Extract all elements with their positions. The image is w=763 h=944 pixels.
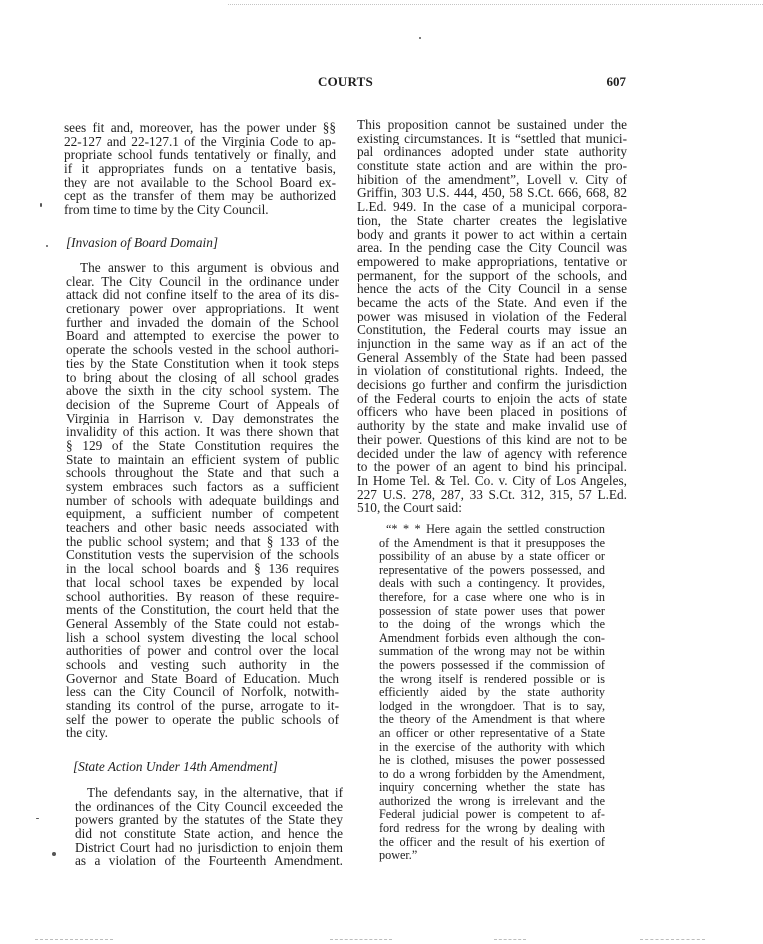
text-line: in violation of constitutional rights. Indeed, the: [357, 364, 627, 379]
text-line: the city.: [66, 726, 108, 741]
text-line: Amendment forbids even although the con-: [379, 631, 605, 645]
text-line: General Assembly of the State had been passed: [357, 350, 627, 365]
text-line: body and grants it power to act within a certain: [357, 227, 627, 242]
text-line: constitute state action and are within the pro-: [357, 159, 627, 173]
text-line: Federal judicial power is competent to af-: [379, 808, 605, 822]
text-line: efficiently aided by the state authority: [379, 686, 605, 700]
text-line: pal ordinances adopted under state authority: [357, 145, 627, 160]
text-line: Griffin, 303 U.S. 444, 450, 58 S.Ct. 666, 668, 82: [357, 186, 627, 201]
text-line: the ordinances of the City Council exceeded the: [75, 799, 343, 814]
text-line: operate the schools vested in the school authori-: [66, 343, 339, 357]
section-heading-invasion-of-board-domain: [Invasion of Board Domain]: [66, 235, 219, 250]
text-line: less can the City Council of Norfolk, notwith-: [66, 685, 339, 699]
text-line: Board and attempted to exercise the power to: [66, 329, 339, 344]
text-line: Governor and State Board of Education. Much: [66, 671, 339, 686]
text-line: in the exercise of the authority with which: [379, 740, 605, 754]
text-line: decided under the law of agency with reference: [357, 446, 627, 461]
text-line: to the power of an agent to bind his principal.: [357, 460, 627, 474]
text-line: lish a school system divesting the local school: [66, 630, 339, 645]
text-line: of the Federal courts to enjoin the acts of state: [357, 391, 627, 406]
text-line: summation of the wrong may not be within: [379, 645, 605, 659]
block-quotation: [379, 523, 605, 863]
state-action-paragraph: [75, 786, 343, 868]
text-line: authorized the wrong is irrelevant and the: [379, 794, 605, 808]
text-line: decisions go further and confirm the jurisdiction: [357, 378, 627, 392]
scan-edge-rule-bottom: [494, 939, 526, 940]
text-line: propriate school funds tentatively or finally, and: [64, 148, 336, 163]
text-line: to the doing of the wrongs which the: [379, 618, 605, 632]
running-head: [64, 74, 627, 90]
text-line: as a violation of the Fourteenth Amendment.: [75, 854, 343, 869]
text-line: permanent, for the support of the schools, and: [357, 268, 627, 283]
text-line: This proposition cannot be sustained under the: [357, 118, 627, 132]
text-line: 227 U.S. 278, 287, 33 S.Ct. 312, 315, 57 L.Ed.: [357, 487, 627, 502]
scan-speck: [419, 37, 421, 39]
text-line: Constitution vests the supervision of the schools: [66, 548, 339, 563]
scan-edge-rule-bottom: [35, 939, 113, 940]
text-line: the powers possessed if the commission of: [379, 658, 605, 672]
text-line: existing circumstances. It is “settled that munici-: [357, 131, 627, 146]
text-line: 510, the Court said:: [357, 501, 462, 515]
text-line: The answer to this argument is obvious and: [80, 261, 339, 275]
text-line: 22-127 and 22-127.1 of the Virginia Code to ap-: [64, 134, 336, 149]
scan-speck: [40, 203, 42, 207]
text-line: L.Ed. 949. In the case of a municipal corpora-: [357, 200, 627, 214]
scan-edge-rule-bottom: [330, 939, 392, 940]
text-line: of the Amendment is that it presupposes the: [379, 536, 605, 550]
text-line: ford redress for the wrong by dealing with: [379, 822, 605, 836]
text-line: equipment, a sufficient number of competent: [66, 507, 339, 522]
text-line: State to maintain an efficient system of public: [66, 452, 339, 467]
text-line: hence the acts of the City Council in a sense: [357, 282, 627, 296]
text-line: power was misused in violation of the Federal: [357, 309, 627, 324]
text-line: attack did not confine itself to the area of its dis-: [66, 288, 339, 303]
text-line: clear. The City Council in the ordinance under: [66, 274, 339, 289]
text-line: power.”: [379, 849, 418, 863]
text-line: further and invaded the domain of the School: [66, 315, 339, 330]
text-line: in the local school boards and § 136 requires: [66, 562, 339, 576]
text-line: schools and vesting such authority in the: [66, 657, 339, 672]
text-line: did not constitute State action, and hence the: [75, 827, 343, 841]
text-line: above the sixth in the city school system. The: [66, 384, 339, 398]
scan-speck: [36, 818, 39, 819]
text-line: became the acts of the State. And even if the: [357, 295, 627, 310]
text-line: schools throughout the State and that such a: [66, 466, 339, 480]
section-heading-state-action: [State Action Under 14th Amendment]: [73, 759, 278, 774]
scan-speck: [52, 852, 56, 856]
page-number: 607: [606, 74, 626, 89]
text-line: standing its control of the purse, arrogate to it-: [66, 699, 339, 713]
text-line: to do a wrong forbidden by the Amendment,: [379, 767, 605, 781]
scan-edge-rule-top: [228, 4, 763, 5]
text-line: cept as the transfer of them may be authorized: [64, 189, 336, 204]
text-line: § 129 of the State Constitution requires the: [66, 438, 339, 453]
text-line: school authorities. By reason of these require-: [66, 589, 339, 604]
running-title: COURTS: [318, 74, 373, 89]
text-line: an officer or other representative of a State: [379, 726, 605, 740]
text-line: ments of the Constitution, the court held that the: [66, 603, 339, 617]
text-line: Constitution, the Federal courts may issue an: [357, 323, 627, 337]
text-line: ties by the State Constitution when it took steps: [66, 356, 339, 371]
text-line: therefore, for a case where one who is in: [379, 590, 605, 604]
text-line: possibility of an abuse by a state officer or: [379, 550, 605, 564]
text-line: invalidity of this action. It was there shown that: [66, 425, 339, 439]
text-line: self the power to operate the public schools of: [66, 712, 339, 727]
scan-speck: [46, 245, 48, 247]
text-line: General Assembly of the State could not estab-: [66, 616, 339, 631]
text-line: if it appropriates funds on a tentative basis,: [64, 162, 336, 176]
text-line: hibition of the amendment”, Lovell v. City of: [357, 172, 627, 187]
text-line: that local school taxes be expended by local: [66, 575, 339, 590]
text-line: authority by the state and make invalid use of: [357, 419, 627, 433]
continued-paragraph: [64, 121, 336, 217]
text-line: empowered to make appropriations, tentative or: [357, 254, 627, 269]
text-line: Virginia in Harrison v. Day demonstrates the: [66, 411, 339, 426]
text-line: their power. Questions of this kind are not to be: [357, 432, 627, 447]
text-line: powers granted by the statutes of the State they: [75, 813, 343, 828]
text-line: the wrong itself is rendered possible or is: [379, 672, 605, 686]
text-line: from time to time by the City Council.: [64, 203, 269, 217]
text-line: In Home Tel. & Tel. Co. v. City of Los Angeles,: [357, 473, 627, 488]
text-line: the officer and the result of his exertion of: [379, 835, 605, 849]
text-line: injunction in the same way as if an act of the: [357, 337, 627, 351]
text-line: to bring about the closing of all school grades: [66, 370, 339, 385]
text-line: they are not available to the School Board ex-: [64, 175, 336, 190]
scan-edge-rule-bottom: [640, 939, 705, 940]
text-line: number of schools with adequate buildings and: [66, 493, 339, 508]
text-line: The defendants say, in the alternative, that if: [87, 786, 343, 800]
text-line: system embraces such factors as a sufficient: [66, 480, 339, 494]
text-line: the public school system; and that § 133 of the: [66, 534, 339, 549]
text-line: authorities of power and control over the local: [66, 644, 339, 658]
text-line: deals with such a contingency. It provides,: [379, 577, 605, 591]
text-line: the theory of the Amendment is that where: [379, 713, 605, 727]
text-line: tion, the State charter creates the legislative: [357, 213, 627, 228]
invasion-paragraph: [66, 261, 339, 740]
text-line: decision of the Supreme Court of Appeals of: [66, 397, 339, 412]
right-column-paragraph: [357, 118, 627, 515]
text-line: teachers and other basic needs associated with: [66, 521, 339, 535]
text-line: lodged in the wrongdoer. That is to say,: [379, 699, 605, 713]
text-line: “* * * Here again the settled construction: [386, 523, 605, 536]
text-line: area. In the pending case the City Council was: [357, 241, 627, 255]
text-line: cretionary power over appropriations. It went: [66, 302, 339, 316]
text-line: inquiry concerning whether the state has: [379, 781, 605, 795]
text-line: District Court had no jurisdiction to enjoin them: [75, 840, 343, 855]
text-line: officers who have been placed in positions of: [357, 405, 627, 420]
text-line: he is clothed, misuses the power possessed: [379, 754, 605, 768]
text-line: sees fit and, moreover, has the power under §§: [64, 121, 336, 135]
text-line: possession of state power uses that power: [379, 604, 605, 618]
text-line: representative of the powers possessed, and: [379, 563, 605, 577]
